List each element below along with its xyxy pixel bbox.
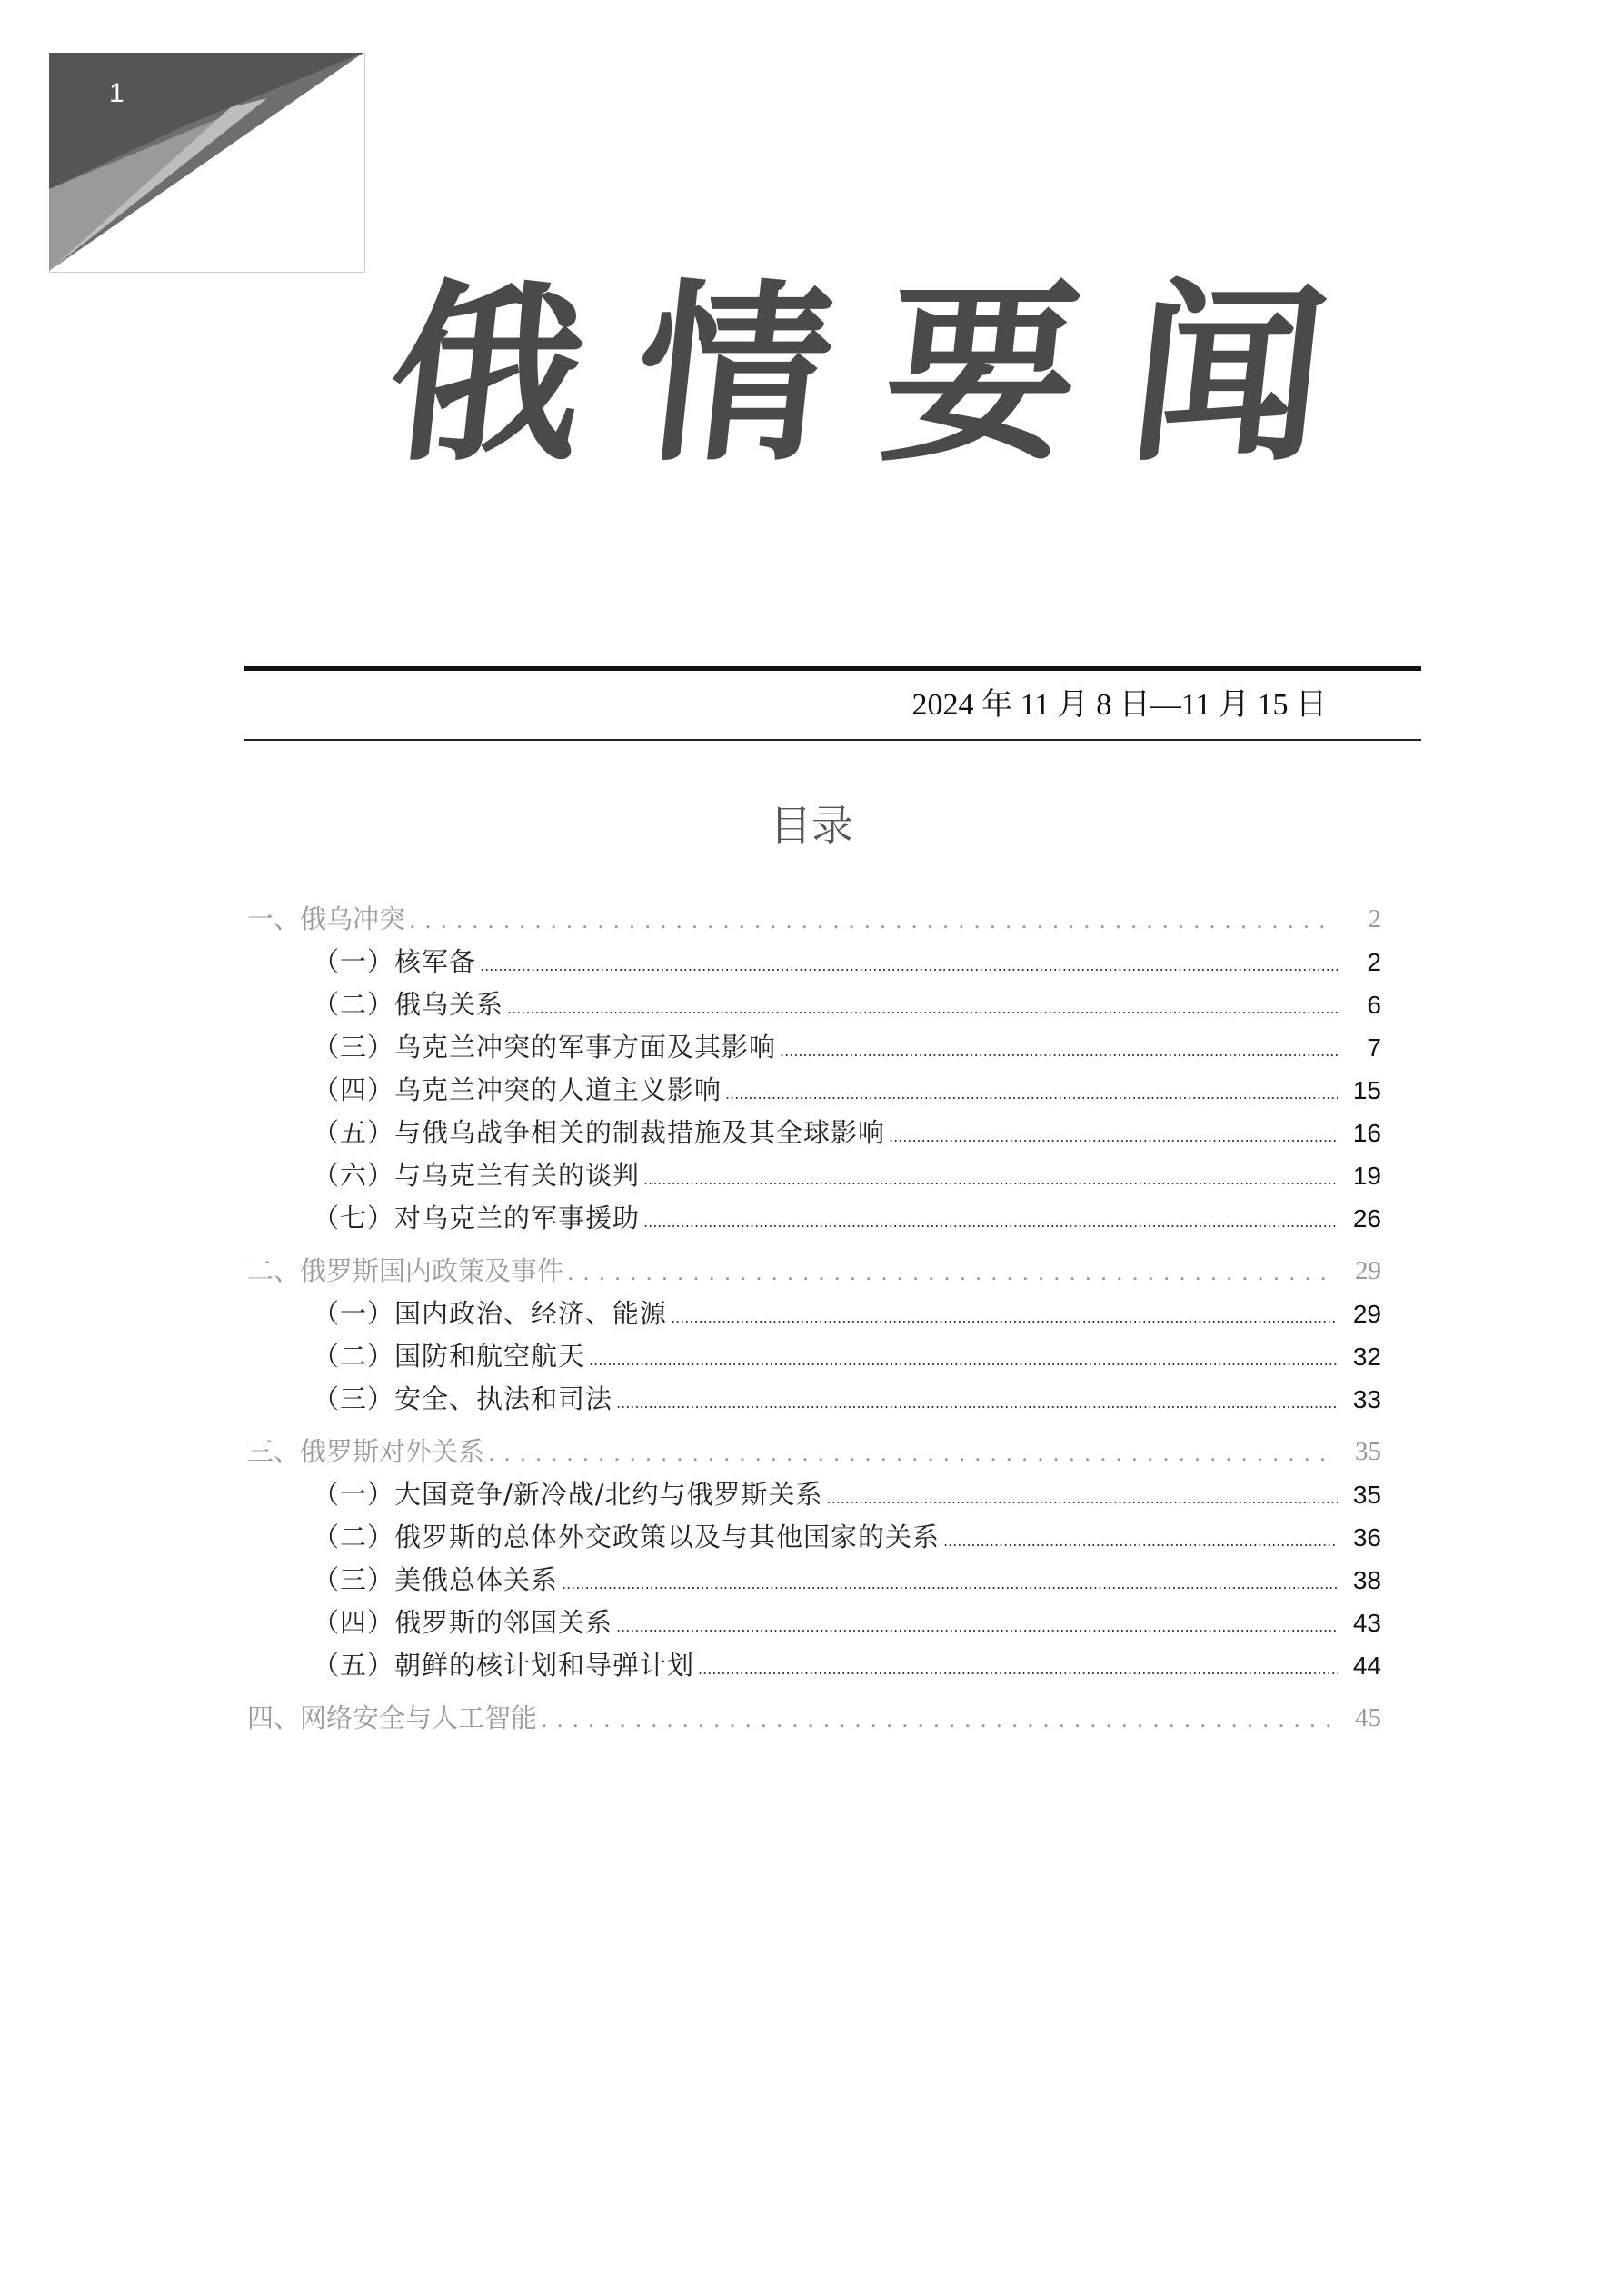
toc-dot-leader (616, 1386, 1338, 1413)
page-number: 1 (109, 78, 124, 108)
toc-subsection-label: （三）乌克兰冲突的军事方面及其影响 (313, 1032, 777, 1063)
toc-section-label: 三、俄罗斯对外关系 (247, 1436, 485, 1467)
toc-dot-leader (780, 1034, 1338, 1061)
toc-section-label: 四、网络安全与人工智能 (247, 1702, 538, 1733)
toc-section-label: 二、俄罗斯国内政策及事件 (247, 1255, 564, 1286)
toc-subsection-label: （三）美俄总体关系 (313, 1564, 559, 1595)
toc-section-row[interactable] (247, 880, 1381, 933)
header-rule-thick (244, 666, 1421, 671)
toc-heading: 目录 (770, 802, 853, 849)
header-rule-thin (244, 739, 1421, 741)
toc-dot-leader (541, 1705, 1332, 1732)
toc-section-row[interactable] (247, 1413, 1381, 1465)
toc-subsection-row[interactable] (247, 1465, 1381, 1508)
toc-section-page: 45 (1355, 1703, 1381, 1732)
toc-dot-leader (698, 1652, 1338, 1679)
toc-subsection-page: 36 (1352, 1523, 1381, 1552)
toc-dot-leader (827, 1482, 1338, 1508)
toc-subsection-label: （一）核军备 (313, 946, 477, 977)
toc-subsection-row[interactable] (247, 1061, 1381, 1103)
toc-subsection-page: 2 (1367, 948, 1381, 976)
toc-subsection-label: （五）与俄乌战争相关的制裁措施及其全球影响 (313, 1117, 886, 1148)
toc-subsection-row[interactable] (247, 1327, 1381, 1370)
toc-subsection-page: 33 (1352, 1385, 1381, 1413)
toc-dot-leader (643, 1205, 1338, 1232)
toc-subsection-row[interactable] (247, 933, 1381, 975)
toc-subsection-page: 38 (1352, 1566, 1381, 1594)
toc-dot-leader (409, 906, 1332, 933)
toc-subsection-label: （二）俄罗斯的总体外交政策以及与其他国家的关系 (313, 1522, 941, 1552)
toc-subsection-row[interactable] (247, 1370, 1381, 1413)
toc-subsection-label: （五）朝鲜的核计划和导弹计划 (313, 1650, 695, 1681)
issue-date-range: 2024 年 11 月 8 日—11 月 15 日 (911, 688, 1327, 722)
toc-subsection-page: 15 (1352, 1076, 1381, 1104)
toc-subsection-page: 32 (1352, 1343, 1381, 1371)
toc-subsection-page: 6 (1367, 991, 1381, 1019)
masthead-title: 俄情要闻 (378, 261, 1392, 487)
toc-subsection-label: （四）乌克兰冲突的人道主义影响 (313, 1074, 722, 1105)
toc-subsection-label: （三）安全、执法和司法 (313, 1383, 613, 1414)
toc-dot-leader (562, 1567, 1338, 1593)
toc-subsection-label: （六）与乌克兰有关的谈判 (313, 1160, 641, 1191)
toc-subsection-label: （四）俄罗斯的邻国关系 (313, 1607, 613, 1638)
toc-subsection-label: （七）对乌克兰的军事援助 (313, 1203, 641, 1233)
toc-section-page: 2 (1368, 904, 1381, 933)
toc-subsection-row[interactable] (247, 1284, 1381, 1327)
toc-subsection-page: 19 (1352, 1162, 1381, 1190)
toc-subsection-page: 16 (1352, 1119, 1381, 1147)
toc-subsection-row[interactable] (247, 1146, 1381, 1189)
toc-subsection-row[interactable] (247, 975, 1381, 1018)
toc-dot-leader (589, 1343, 1338, 1370)
toc-section-row[interactable] (247, 1679, 1381, 1732)
table-of-contents (247, 880, 1381, 1732)
toc-subsection-row[interactable] (247, 1018, 1381, 1061)
toc-section-page: 35 (1355, 1437, 1381, 1466)
toc-subsection-row[interactable] (247, 1551, 1381, 1593)
toc-dot-leader (507, 992, 1338, 1018)
toc-subsection-row[interactable] (247, 1636, 1381, 1679)
toc-section-page: 29 (1355, 1256, 1381, 1285)
toc-dot-leader (488, 1439, 1332, 1465)
toc-subsection-page: 26 (1352, 1204, 1381, 1233)
toc-dot-leader (671, 1301, 1338, 1327)
toc-subsection-page: 35 (1352, 1481, 1381, 1509)
toc-dot-leader (480, 949, 1338, 975)
toc-dot-leader (616, 1610, 1338, 1636)
toc-subsection-label: （二）俄乌关系 (313, 989, 504, 1020)
toc-dot-leader (643, 1163, 1338, 1189)
toc-subsection-row[interactable] (247, 1593, 1381, 1636)
toc-dot-leader (889, 1120, 1338, 1146)
toc-dot-leader (567, 1258, 1332, 1284)
toc-subsection-page: 7 (1367, 1033, 1381, 1062)
toc-section-label: 一、俄乌冲突 (247, 903, 406, 934)
toc-subsection-page: 44 (1352, 1652, 1381, 1680)
toc-subsection-page: 43 (1352, 1609, 1381, 1637)
toc-subsection-page: 29 (1352, 1300, 1381, 1328)
toc-subsection-label: （二）国防和航空航天 (313, 1341, 586, 1372)
toc-dot-leader (725, 1077, 1338, 1103)
toc-subsection-label: （一）国内政治、经济、能源 (313, 1298, 668, 1329)
page-corner-badge (49, 53, 365, 273)
toc-subsection-row[interactable] (247, 1508, 1381, 1551)
toc-subsection-label: （一）大国竞争/新冷战/北约与俄罗斯关系 (313, 1479, 823, 1510)
toc-section-row[interactable] (247, 1232, 1381, 1284)
corner-triangle-decoration (49, 53, 365, 273)
toc-dot-leader (943, 1524, 1338, 1551)
toc-subsection-row[interactable] (247, 1189, 1381, 1232)
toc-subsection-row[interactable] (247, 1103, 1381, 1146)
